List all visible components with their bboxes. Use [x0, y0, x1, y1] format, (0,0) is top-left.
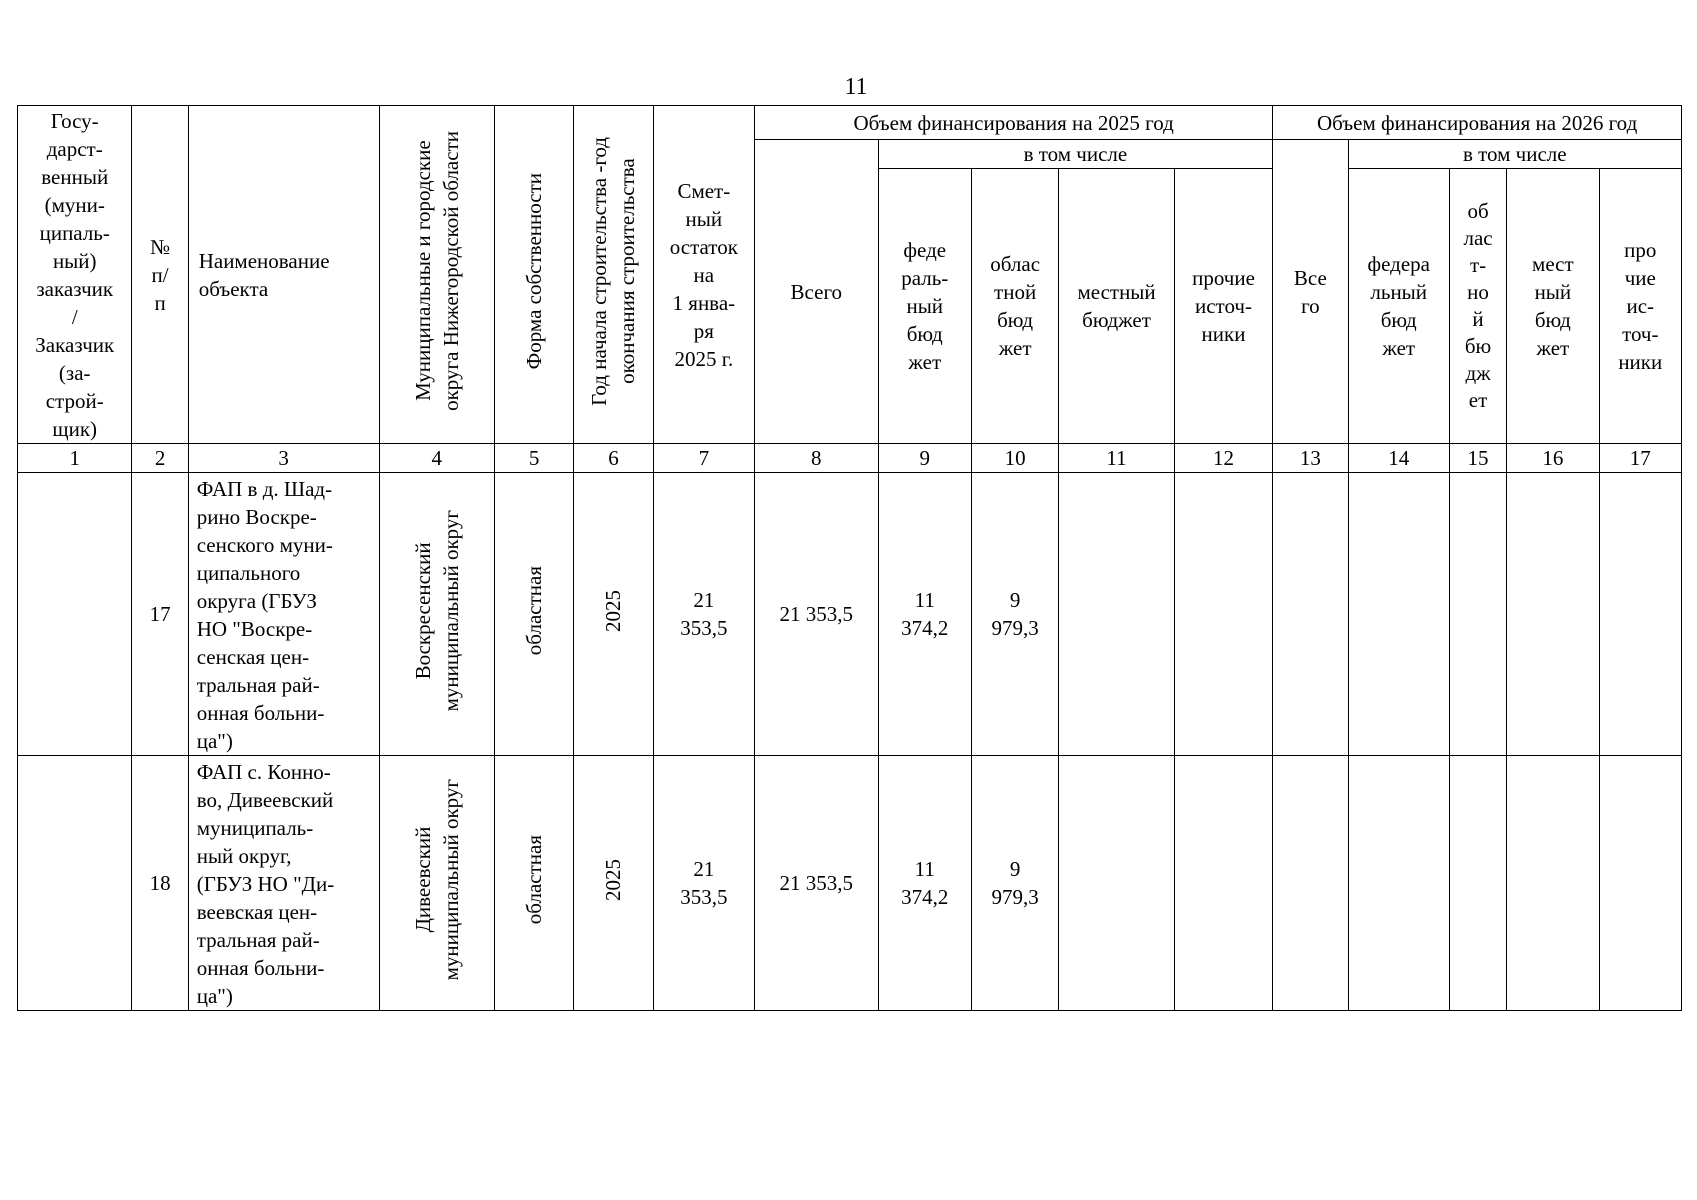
years-text: 2025	[601, 589, 626, 632]
cell-regional-2026	[1449, 473, 1506, 756]
column-number: 6	[574, 444, 653, 473]
header-district-cell	[379, 106, 494, 444]
header-group-2026: Объем финансирования на 2026 год	[1273, 106, 1682, 140]
cell-federal-2026	[1348, 473, 1449, 756]
header-estimate-remainder: Смет- ный остаток на 1 янва- ря 2025 г.	[653, 106, 754, 444]
header-customer: Госу- дарст- венный (муни- ципаль- ный) заказчик / Заказчик (за- строй- щик)	[18, 106, 132, 444]
header-total-2026: Все го	[1273, 140, 1348, 444]
column-number: 17	[1599, 444, 1681, 473]
cell-row-number: 17	[132, 473, 188, 756]
header-total-2025: Всего	[755, 140, 879, 444]
cell-regional-2026	[1449, 756, 1506, 1011]
cell-remainder: 21 353,5	[653, 473, 754, 756]
column-number: 1	[18, 444, 132, 473]
header-local-2025: местный бюджет	[1059, 169, 1174, 444]
district-text: Дивеевский муниципальный округ	[410, 778, 463, 981]
header-district: Муниципальные и городские округа Нижегородской области	[410, 131, 463, 411]
column-number: 8	[755, 444, 879, 473]
header-including-2026: в том числе	[1348, 140, 1681, 169]
cell-ownership	[494, 756, 573, 1011]
column-number: 14	[1348, 444, 1449, 473]
cell-other-2025	[1174, 473, 1272, 756]
column-number: 13	[1273, 444, 1348, 473]
cell-years	[574, 473, 653, 756]
column-number: 5	[494, 444, 573, 473]
cell-federal-2026	[1348, 756, 1449, 1011]
cell-object-name: ФАП в д. Шад- рино Воскре- сенского муни- ципального округа (ГБУЗ НО "Воскре- сенская цен- тральная рай- онная больни- ца")	[188, 473, 379, 756]
header-ownership-cell	[494, 106, 573, 444]
column-number: 11	[1059, 444, 1174, 473]
years-text: 2025	[601, 858, 626, 901]
column-number: 10	[971, 444, 1058, 473]
column-numbers-row	[18, 444, 1682, 473]
column-number: 7	[653, 444, 754, 473]
column-number: 15	[1449, 444, 1506, 473]
header-federal-2025: феде раль- ный бюд жет	[878, 169, 971, 444]
cell-other-2025	[1174, 756, 1272, 1011]
header-including-2025: в том числе	[878, 140, 1273, 169]
page-number: 11	[844, 74, 868, 100]
header-regional-2026: об лас т- но й бю дж ет	[1449, 169, 1506, 444]
column-number: 2	[132, 444, 188, 473]
column-number: 16	[1507, 444, 1599, 473]
district-text: Воскресенский муниципальный округ	[410, 509, 463, 712]
header-years-cell	[574, 106, 653, 444]
cell-local-2025	[1059, 473, 1174, 756]
cell-other-2026	[1599, 756, 1681, 1011]
cell-remainder: 21 353,5	[653, 756, 754, 1011]
header-local-2026: мест ный бюд жет	[1507, 169, 1599, 444]
cell-federal-2025: 11 374,2	[878, 756, 971, 1011]
cell-total-2025: 21 353,5	[755, 756, 879, 1011]
cell-other-2026	[1599, 473, 1681, 756]
cell-regional-2025: 9 979,3	[971, 473, 1058, 756]
cell-object-name: ФАП с. Конно- во, Дивеевский муниципаль- ный округ, (ГБУЗ НО "Ди- веевская цен- тральная рай- онная больни- ца")	[188, 756, 379, 1011]
header-years: Год начала строительства -год окончания строительства	[587, 136, 640, 406]
cell-regional-2025: 9 979,3	[971, 756, 1058, 1011]
header-other-2025: прочие источ- ники	[1174, 169, 1272, 444]
cell-federal-2025: 11 374,2	[878, 473, 971, 756]
cell-district	[379, 473, 494, 756]
table-row	[18, 473, 1682, 756]
column-number: 9	[878, 444, 971, 473]
cell-total-2026	[1273, 756, 1348, 1011]
cell-local-2026	[1507, 756, 1599, 1011]
cell-local-2026	[1507, 473, 1599, 756]
cell-total-2026	[1273, 473, 1348, 756]
cell-ownership	[494, 473, 573, 756]
ownership-text: областная	[522, 834, 547, 925]
header-group-2025: Объем финансирования на 2025 год	[755, 106, 1273, 140]
cell-customer	[18, 756, 132, 1011]
header-row-number: № п/ п	[132, 106, 188, 444]
cell-total-2025: 21 353,5	[755, 473, 879, 756]
cell-district	[379, 756, 494, 1011]
header-other-2026: про чие ис- точ- ники	[1599, 169, 1681, 444]
header-object-name: Наименование объекта	[188, 106, 379, 444]
table-row	[18, 756, 1682, 1011]
header-federal-2026: федера льный бюд жет	[1348, 169, 1449, 444]
header-ownership: Форма собственности	[522, 172, 547, 370]
cell-customer	[18, 473, 132, 756]
column-number: 4	[379, 444, 494, 473]
cell-local-2025	[1059, 756, 1174, 1011]
cell-years	[574, 756, 653, 1011]
header-regional-2025: облас тной бюд жет	[971, 169, 1058, 444]
column-number: 3	[188, 444, 379, 473]
financing-table	[17, 105, 1682, 1011]
header-row-1	[18, 106, 1682, 140]
column-number: 12	[1174, 444, 1272, 473]
cell-row-number: 18	[132, 756, 188, 1011]
ownership-text: областная	[522, 565, 547, 656]
